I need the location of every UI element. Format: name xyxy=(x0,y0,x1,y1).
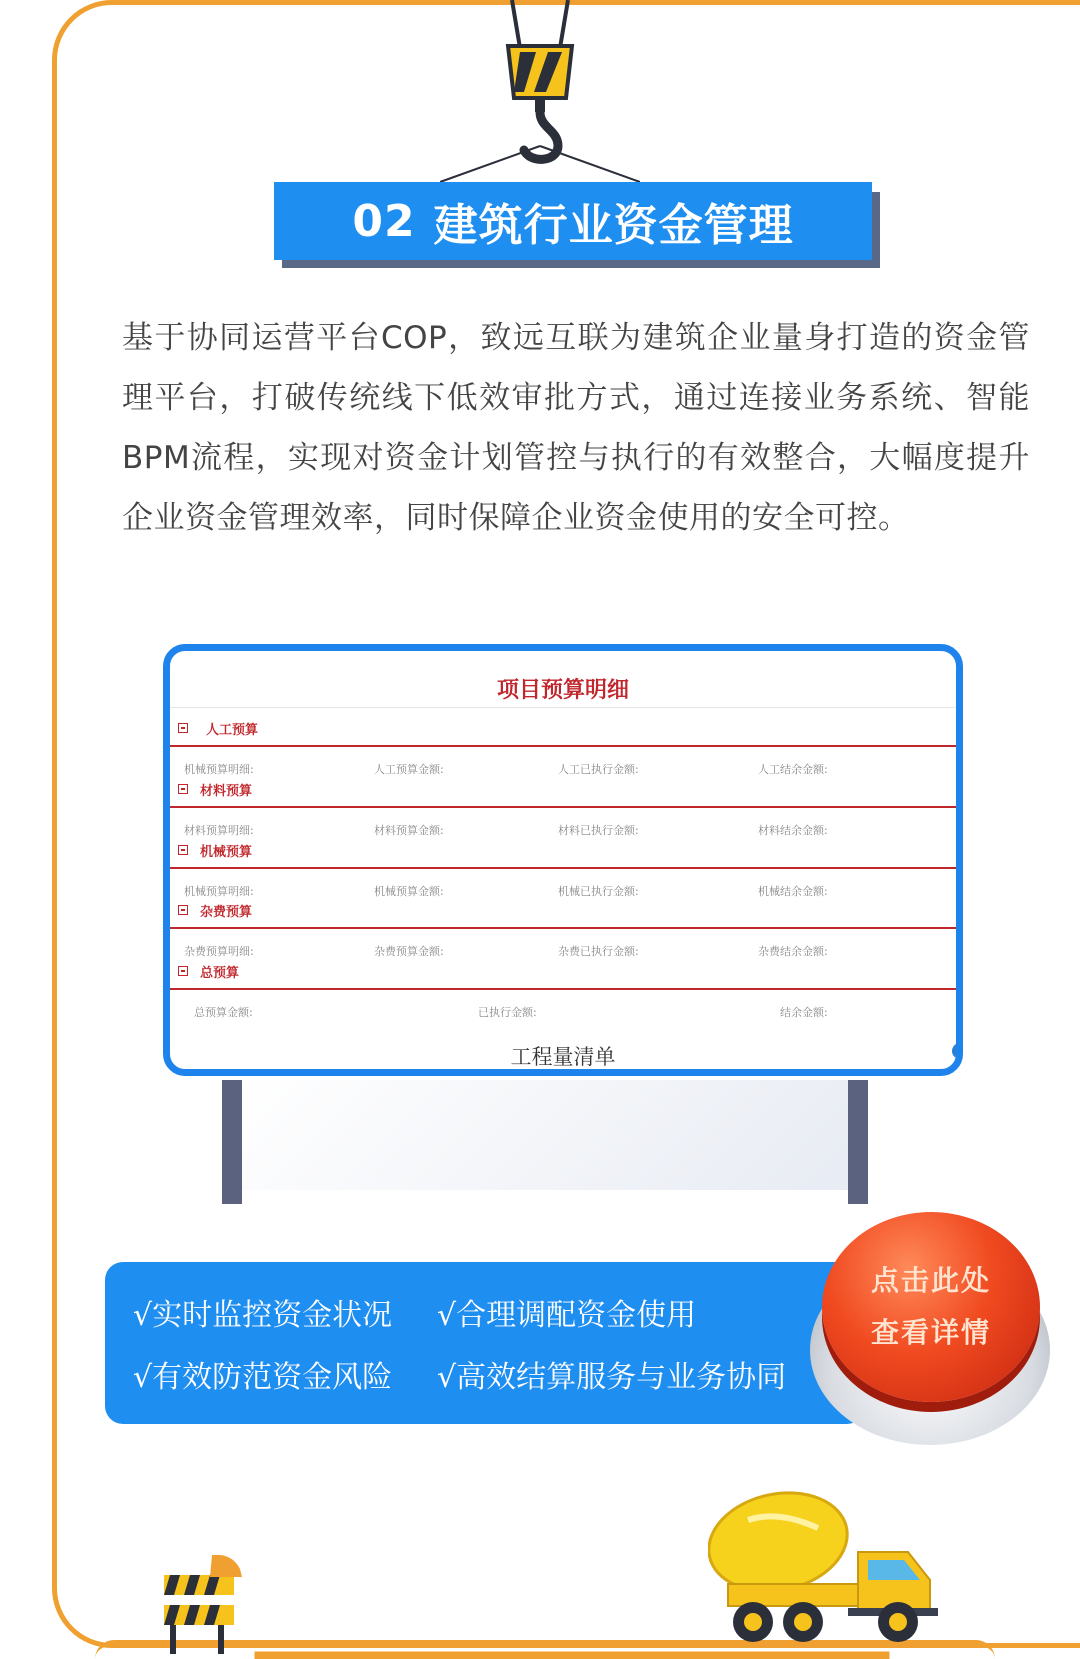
field-label: 杂费结余金额: xyxy=(758,945,828,958)
field-label: 材料预算金额: xyxy=(374,824,444,837)
expand-square-icon[interactable] xyxy=(178,905,188,915)
section-label: 材料预算 xyxy=(200,783,253,799)
section-banner xyxy=(274,182,872,260)
field-label: 材料结余金额: xyxy=(758,824,828,837)
board-pole-right xyxy=(848,1080,868,1204)
field-label: 机械结余金额: xyxy=(758,885,828,898)
field-label: 杂费已执行金额: xyxy=(558,945,639,958)
feature-item: √有效防范资金风险 xyxy=(133,1360,393,1395)
field-label: 机械已执行金额: xyxy=(558,885,639,898)
description-paragraph: 基于协同运营平台COP，致远互联为建筑企业量身打造的资金管理平台，打破传统线下低效审批方式，通过连接业务系统、智能BPM流程，实现对资金计划管控与执行的有效整合，大幅度提升企业资金管理效率，同时保障企业资金使用的安全可控。 xyxy=(122,320,1030,536)
board-pole-left xyxy=(222,1080,242,1204)
cta-line-1: 点击此处 xyxy=(870,1264,991,1297)
feature-item: √实时监控资金状况 xyxy=(133,1298,393,1333)
field-label: 结余金额: xyxy=(780,1006,828,1019)
board-title: 项目预算明细 xyxy=(496,678,629,703)
cement-truck-icon xyxy=(708,1480,938,1650)
feature-item: √高效结算服务与业务协同 xyxy=(437,1360,787,1395)
field-label: 机械预算明细: xyxy=(184,763,254,776)
expand-square-icon[interactable] xyxy=(178,966,188,976)
section-label: 杂费预算 xyxy=(200,904,253,920)
section-label: 机械预算 xyxy=(200,844,253,860)
section-divider xyxy=(170,927,956,929)
field-label: 人工预算金额: xyxy=(374,763,444,776)
expand-square-icon[interactable] xyxy=(178,723,188,733)
expand-square-icon[interactable] xyxy=(178,845,188,855)
field-label: 机械预算金额: xyxy=(374,885,444,898)
view-details-button[interactable] xyxy=(822,1212,1040,1402)
field-label: 人工结余金额: xyxy=(758,763,828,776)
field-label: 机械预算明细: xyxy=(184,885,254,898)
budget-board xyxy=(163,644,963,1076)
field-label: 材料已执行金额: xyxy=(558,824,639,837)
field-label: 总预算金额: xyxy=(194,1006,253,1019)
features-strip xyxy=(105,1262,865,1424)
crane-hook-icon xyxy=(440,0,640,185)
section-divider xyxy=(170,867,956,869)
budget-section-material[interactable] xyxy=(178,774,252,804)
section-title: 建筑行业资金管理 xyxy=(433,200,794,251)
field-label: 材料预算明细: xyxy=(184,824,254,837)
section-label: 人工预算 xyxy=(206,722,259,738)
section-label: 总预算 xyxy=(200,965,240,981)
cta-line-2: 查看详情 xyxy=(870,1316,991,1349)
board-title-divider xyxy=(170,707,956,708)
expand-square-icon[interactable] xyxy=(178,784,188,794)
field-label: 已执行金额: xyxy=(478,1006,537,1019)
board-shadow xyxy=(240,1080,860,1190)
budget-section-misc[interactable] xyxy=(178,895,252,925)
budget-section-total[interactable] xyxy=(178,956,239,986)
board-footer: 工程量清单 xyxy=(510,1045,616,1069)
section-divider xyxy=(170,988,956,990)
feature-item: √合理调配资金使用 xyxy=(437,1298,697,1333)
budget-section-machinery[interactable] xyxy=(178,835,252,865)
field-label: 人工已执行金额: xyxy=(558,763,639,776)
scroll-indicator xyxy=(952,1043,963,1059)
budget-section-labor[interactable] xyxy=(178,713,258,743)
section-number: 02 xyxy=(352,195,416,247)
field-label: 杂费预算金额: xyxy=(374,945,444,958)
road-barrier-icon xyxy=(160,1555,250,1654)
field-label: 杂费预算明细: xyxy=(184,945,254,958)
section-divider xyxy=(170,745,956,747)
section-divider xyxy=(170,806,956,808)
